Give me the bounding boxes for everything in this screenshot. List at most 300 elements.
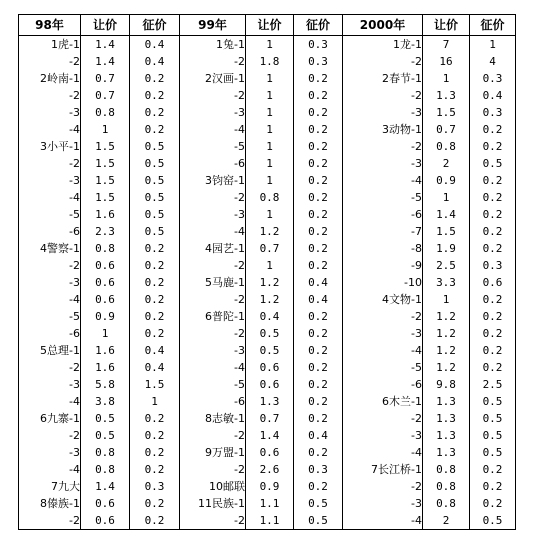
table-row: [19, 104, 516, 121]
col-header-zhengjia-2000: 征价: [470, 15, 516, 36]
cell-stamp-98: -3: [19, 172, 81, 189]
cell-rangjia-99: 1: [246, 70, 294, 87]
cell-rangjia-2000: 1: [423, 189, 470, 206]
cell-stamp-99: 3钧窑-1: [180, 172, 246, 189]
cell-stamp-98: 8傣族-1: [19, 495, 81, 512]
cell-stamp-98: -6: [19, 325, 81, 342]
cell-rangjia-98: 0.6: [81, 291, 130, 308]
cell-rangjia-98: 1: [81, 121, 130, 138]
cell-zhengjia-99: 0.2: [294, 87, 343, 104]
cell-rangjia-99: 0.6: [246, 376, 294, 393]
cell-rangjia-2000: 0.8: [423, 495, 470, 512]
cell-rangjia-99: 1: [246, 155, 294, 172]
cell-rangjia-99: 0.7: [246, 410, 294, 427]
cell-zhengjia-98: 0.2: [130, 427, 180, 444]
cell-rangjia-98: 1.6: [81, 359, 130, 376]
cell-stamp-99: 5马鹿-1: [180, 274, 246, 291]
cell-stamp-98: 2岭南-1: [19, 70, 81, 87]
cell-stamp-98: 7九大: [19, 478, 81, 495]
cell-rangjia-2000: 1.3: [423, 444, 470, 461]
cell-rangjia-98: 2.3: [81, 223, 130, 240]
col-header-year-2000: 2000年: [343, 15, 423, 36]
cell-rangjia-98: 0.8: [81, 104, 130, 121]
cell-zhengjia-98: 1: [130, 393, 180, 410]
cell-stamp-99: -2: [180, 257, 246, 274]
cell-stamp-99: 4园艺-1: [180, 240, 246, 257]
cell-stamp-98: -2: [19, 53, 81, 70]
cell-stamp-2000: -7: [343, 223, 423, 240]
cell-stamp-99: -5: [180, 138, 246, 155]
cell-rangjia-98: 0.7: [81, 87, 130, 104]
col-header-year-99: 99年: [180, 15, 246, 36]
col-header-rangjia-98: 让价: [81, 15, 130, 36]
cell-stamp-2000: -2: [343, 308, 423, 325]
cell-stamp-2000: 4文物-1: [343, 291, 423, 308]
cell-stamp-99: -2: [180, 87, 246, 104]
cell-rangjia-2000: 1.2: [423, 359, 470, 376]
cell-zhengjia-99: 0.5: [294, 512, 343, 530]
cell-zhengjia-98: 0.2: [130, 121, 180, 138]
cell-zhengjia-99: 0.2: [294, 257, 343, 274]
table-row: [19, 376, 516, 393]
cell-rangjia-99: 0.7: [246, 240, 294, 257]
cell-zhengjia-98: 0.2: [130, 291, 180, 308]
cell-zhengjia-2000: 0.2: [470, 478, 516, 495]
cell-stamp-2000: -2: [343, 478, 423, 495]
cell-rangjia-99: 0.6: [246, 359, 294, 376]
cell-rangjia-2000: 7: [423, 36, 470, 54]
cell-stamp-98: -4: [19, 291, 81, 308]
cell-stamp-98: -2: [19, 257, 81, 274]
table-row: [19, 495, 516, 512]
cell-stamp-2000: -4: [343, 512, 423, 530]
cell-stamp-2000: -2: [343, 410, 423, 427]
cell-stamp-99: 6普陀-1: [180, 308, 246, 325]
table-row: [19, 410, 516, 427]
cell-stamp-2000: 7长江桥-1: [343, 461, 423, 478]
col-header-rangjia-99: 让价: [246, 15, 294, 36]
cell-zhengjia-98: 0.5: [130, 206, 180, 223]
cell-stamp-2000: 3动物-1: [343, 121, 423, 138]
cell-rangjia-2000: 1.2: [423, 325, 470, 342]
cell-stamp-2000: -4: [343, 172, 423, 189]
cell-rangjia-98: 1.5: [81, 172, 130, 189]
cell-stamp-98: -3: [19, 444, 81, 461]
cell-zhengjia-99: 0.2: [294, 342, 343, 359]
cell-stamp-99: -6: [180, 393, 246, 410]
cell-zhengjia-99: 0.2: [294, 410, 343, 427]
cell-zhengjia-99: 0.2: [294, 376, 343, 393]
cell-rangjia-98: 0.5: [81, 427, 130, 444]
cell-stamp-2000: -2: [343, 138, 423, 155]
cell-rangjia-98: 5.8: [81, 376, 130, 393]
cell-zhengjia-98: 0.2: [130, 410, 180, 427]
cell-stamp-98: -3: [19, 376, 81, 393]
table-row: [19, 325, 516, 342]
table-row: [19, 240, 516, 257]
table-row: [19, 70, 516, 87]
cell-stamp-2000: 1龙-1: [343, 36, 423, 54]
table-row: [19, 189, 516, 206]
cell-zhengjia-99: 0.2: [294, 172, 343, 189]
cell-zhengjia-98: 0.2: [130, 461, 180, 478]
header-row: [19, 15, 516, 36]
table-row: [19, 155, 516, 172]
cell-zhengjia-99: 0.2: [294, 393, 343, 410]
cell-stamp-98: 3小平-1: [19, 138, 81, 155]
cell-stamp-2000: -9: [343, 257, 423, 274]
cell-zhengjia-98: 0.2: [130, 325, 180, 342]
cell-rangjia-99: 1: [246, 36, 294, 54]
cell-zhengjia-99: 0.5: [294, 495, 343, 512]
cell-rangjia-99: 1: [246, 104, 294, 121]
col-header-rangjia-2000: 让价: [423, 15, 470, 36]
cell-zhengjia-2000: 0.5: [470, 410, 516, 427]
cell-zhengjia-98: 0.5: [130, 172, 180, 189]
cell-zhengjia-2000: 0.6: [470, 274, 516, 291]
cell-zhengjia-98: 0.2: [130, 274, 180, 291]
cell-rangjia-99: 1: [246, 172, 294, 189]
cell-zhengjia-98: 0.2: [130, 257, 180, 274]
cell-rangjia-2000: 1: [423, 70, 470, 87]
cell-stamp-98: -3: [19, 104, 81, 121]
cell-zhengjia-2000: 1: [470, 36, 516, 54]
cell-rangjia-2000: 0.8: [423, 461, 470, 478]
cell-rangjia-98: 0.6: [81, 274, 130, 291]
cell-zhengjia-2000: 0.3: [470, 257, 516, 274]
cell-rangjia-2000: 1: [423, 291, 470, 308]
cell-zhengjia-99: 0.2: [294, 240, 343, 257]
cell-rangjia-99: 0.4: [246, 308, 294, 325]
cell-rangjia-2000: 1.3: [423, 410, 470, 427]
cell-zhengjia-98: 0.2: [130, 104, 180, 121]
cell-zhengjia-98: 1.5: [130, 376, 180, 393]
cell-rangjia-99: 1: [246, 138, 294, 155]
cell-zhengjia-98: 0.5: [130, 155, 180, 172]
cell-stamp-98: -5: [19, 206, 81, 223]
cell-zhengjia-2000: 0.2: [470, 308, 516, 325]
cell-zhengjia-99: 0.2: [294, 189, 343, 206]
cell-rangjia-99: 1.8: [246, 53, 294, 70]
cell-stamp-98: -2: [19, 87, 81, 104]
table-row: [19, 461, 516, 478]
cell-rangjia-99: 1.2: [246, 223, 294, 240]
cell-rangjia-98: 0.6: [81, 257, 130, 274]
cell-zhengjia-98: 0.3: [130, 478, 180, 495]
cell-rangjia-2000: 1.3: [423, 427, 470, 444]
cell-stamp-98: 4警察-1: [19, 240, 81, 257]
cell-stamp-2000: -6: [343, 206, 423, 223]
table-row: [19, 359, 516, 376]
table-row: [19, 478, 516, 495]
cell-stamp-98: -4: [19, 189, 81, 206]
cell-rangjia-2000: 0.9: [423, 172, 470, 189]
cell-stamp-99: -2: [180, 325, 246, 342]
cell-stamp-99: -3: [180, 206, 246, 223]
cell-rangjia-99: 1.2: [246, 291, 294, 308]
table-row: [19, 53, 516, 70]
cell-zhengjia-2000: 0.2: [470, 121, 516, 138]
col-header-year-98: 98年: [19, 15, 81, 36]
cell-rangjia-2000: 1.2: [423, 342, 470, 359]
cell-zhengjia-99: 0.2: [294, 104, 343, 121]
cell-rangjia-98: 0.7: [81, 70, 130, 87]
table-row: [19, 342, 516, 359]
cell-stamp-99: -5: [180, 376, 246, 393]
cell-rangjia-99: 0.5: [246, 342, 294, 359]
cell-stamp-98: -3: [19, 274, 81, 291]
cell-rangjia-2000: 1.2: [423, 308, 470, 325]
cell-stamp-2000: -3: [343, 427, 423, 444]
cell-rangjia-98: 1.6: [81, 206, 130, 223]
cell-zhengjia-2000: 0.2: [470, 325, 516, 342]
cell-rangjia-99: 1.2: [246, 274, 294, 291]
cell-stamp-99: -4: [180, 121, 246, 138]
cell-zhengjia-99: 0.3: [294, 461, 343, 478]
table-row: [19, 444, 516, 461]
cell-stamp-99: 9万盟-1: [180, 444, 246, 461]
cell-stamp-2000: -3: [343, 495, 423, 512]
cell-zhengjia-99: 0.2: [294, 325, 343, 342]
table-row: [19, 36, 516, 54]
cell-zhengjia-98: 0.5: [130, 189, 180, 206]
table-row: [19, 308, 516, 325]
cell-stamp-99: -2: [180, 53, 246, 70]
cell-zhengjia-98: 0.2: [130, 444, 180, 461]
cell-rangjia-2000: 16: [423, 53, 470, 70]
cell-rangjia-2000: 2.5: [423, 257, 470, 274]
cell-zhengjia-98: 0.4: [130, 53, 180, 70]
cell-zhengjia-2000: 0.2: [470, 189, 516, 206]
cell-stamp-98: -4: [19, 121, 81, 138]
cell-zhengjia-99: 0.2: [294, 206, 343, 223]
cell-zhengjia-98: 0.4: [130, 342, 180, 359]
cell-stamp-99: 2汉画-1: [180, 70, 246, 87]
table-row: [19, 138, 516, 155]
cell-stamp-98: -4: [19, 393, 81, 410]
cell-zhengjia-99: 0.3: [294, 36, 343, 54]
cell-zhengjia-2000: 0.2: [470, 359, 516, 376]
cell-rangjia-2000: 1.3: [423, 393, 470, 410]
cell-rangjia-98: 0.5: [81, 410, 130, 427]
table-row: [19, 291, 516, 308]
cell-rangjia-99: 0.5: [246, 325, 294, 342]
stamp-price-table: [18, 14, 516, 530]
cell-zhengjia-99: 0.2: [294, 308, 343, 325]
cell-zhengjia-99: 0.4: [294, 427, 343, 444]
cell-rangjia-98: 1.6: [81, 342, 130, 359]
cell-rangjia-99: 0.6: [246, 444, 294, 461]
cell-rangjia-2000: 1.5: [423, 104, 470, 121]
cell-rangjia-98: 0.6: [81, 512, 130, 530]
cell-stamp-98: -2: [19, 427, 81, 444]
cell-stamp-98: 6九寨-1: [19, 410, 81, 427]
cell-stamp-99: -2: [180, 512, 246, 530]
cell-zhengjia-98: 0.2: [130, 70, 180, 87]
cell-rangjia-2000: 0.7: [423, 121, 470, 138]
cell-zhengjia-99: 0.2: [294, 478, 343, 495]
cell-stamp-2000: -5: [343, 359, 423, 376]
cell-stamp-2000: -6: [343, 376, 423, 393]
col-header-zhengjia-99: 征价: [294, 15, 343, 36]
table-row: [19, 121, 516, 138]
table-row: [19, 512, 516, 530]
cell-zhengjia-2000: 4: [470, 53, 516, 70]
cell-zhengjia-2000: 0.2: [470, 172, 516, 189]
cell-stamp-2000: -2: [343, 87, 423, 104]
cell-stamp-98: -2: [19, 512, 81, 530]
cell-rangjia-99: 1.1: [246, 495, 294, 512]
table-row: [19, 274, 516, 291]
cell-rangjia-2000: 1.3: [423, 87, 470, 104]
cell-stamp-2000: -5: [343, 189, 423, 206]
cell-stamp-98: -2: [19, 359, 81, 376]
cell-rangjia-98: 1.4: [81, 36, 130, 54]
cell-stamp-2000: -4: [343, 342, 423, 359]
cell-stamp-2000: -3: [343, 104, 423, 121]
table-row: [19, 427, 516, 444]
cell-rangjia-2000: 1.9: [423, 240, 470, 257]
cell-rangjia-99: 1: [246, 121, 294, 138]
cell-rangjia-98: 0.8: [81, 240, 130, 257]
cell-zhengjia-99: 0.2: [294, 444, 343, 461]
cell-stamp-2000: 2春节-1: [343, 70, 423, 87]
cell-rangjia-2000: 9.8: [423, 376, 470, 393]
cell-stamp-99: 10邮联: [180, 478, 246, 495]
cell-zhengjia-2000: 0.2: [470, 291, 516, 308]
cell-rangjia-99: 0.9: [246, 478, 294, 495]
cell-zhengjia-98: 0.5: [130, 138, 180, 155]
cell-rangjia-99: 0.8: [246, 189, 294, 206]
cell-stamp-2000: -3: [343, 325, 423, 342]
cell-rangjia-98: 1.4: [81, 478, 130, 495]
cell-rangjia-98: 1.5: [81, 189, 130, 206]
cell-rangjia-99: 1.3: [246, 393, 294, 410]
cell-rangjia-2000: 2: [423, 155, 470, 172]
cell-stamp-99: -2: [180, 427, 246, 444]
cell-stamp-99: -2: [180, 189, 246, 206]
cell-zhengjia-2000: 0.4: [470, 87, 516, 104]
cell-zhengjia-98: 0.2: [130, 240, 180, 257]
cell-zhengjia-99: 0.4: [294, 291, 343, 308]
cell-stamp-98: -6: [19, 223, 81, 240]
cell-rangjia-98: 0.8: [81, 461, 130, 478]
table-body: [19, 36, 516, 530]
cell-stamp-99: 11民族-1: [180, 495, 246, 512]
cell-zhengjia-2000: 0.5: [470, 155, 516, 172]
cell-rangjia-98: 0.6: [81, 495, 130, 512]
cell-stamp-98: 1虎-1: [19, 36, 81, 54]
cell-rangjia-99: 1: [246, 206, 294, 223]
table-row: [19, 223, 516, 240]
cell-zhengjia-2000: 0.2: [470, 461, 516, 478]
cell-rangjia-98: 0.8: [81, 444, 130, 461]
cell-stamp-2000: -10: [343, 274, 423, 291]
cell-rangjia-98: 1.5: [81, 155, 130, 172]
cell-zhengjia-99: 0.2: [294, 138, 343, 155]
table-row: [19, 393, 516, 410]
cell-zhengjia-2000: 0.5: [470, 444, 516, 461]
cell-zhengjia-99: 0.2: [294, 155, 343, 172]
cell-stamp-99: -2: [180, 291, 246, 308]
cell-stamp-2000: 6木兰-1: [343, 393, 423, 410]
cell-rangjia-98: 3.8: [81, 393, 130, 410]
cell-rangjia-99: 1.1: [246, 512, 294, 530]
cell-zhengjia-2000: 0.2: [470, 206, 516, 223]
cell-zhengjia-98: 0.2: [130, 512, 180, 530]
cell-zhengjia-98: 0.4: [130, 36, 180, 54]
cell-zhengjia-2000: 0.2: [470, 223, 516, 240]
cell-stamp-99: 8志敏-1: [180, 410, 246, 427]
cell-zhengjia-99: 0.2: [294, 359, 343, 376]
cell-stamp-99: -4: [180, 359, 246, 376]
cell-stamp-2000: -3: [343, 155, 423, 172]
cell-zhengjia-2000: 0.3: [470, 70, 516, 87]
col-header-zhengjia-98: 征价: [130, 15, 180, 36]
cell-stamp-2000: -4: [343, 444, 423, 461]
table-row: [19, 172, 516, 189]
cell-zhengjia-98: 0.5: [130, 223, 180, 240]
cell-rangjia-2000: 1.4: [423, 206, 470, 223]
cell-rangjia-99: 1: [246, 257, 294, 274]
cell-stamp-98: -4: [19, 461, 81, 478]
cell-stamp-98: -5: [19, 308, 81, 325]
cell-zhengjia-99: 0.4: [294, 274, 343, 291]
table-row: [19, 206, 516, 223]
cell-zhengjia-99: 0.2: [294, 121, 343, 138]
cell-zhengjia-98: 0.2: [130, 308, 180, 325]
cell-stamp-99: -6: [180, 155, 246, 172]
cell-rangjia-2000: 1.5: [423, 223, 470, 240]
cell-stamp-99: -3: [180, 342, 246, 359]
cell-stamp-99: 1兔-1: [180, 36, 246, 54]
cell-stamp-98: -2: [19, 155, 81, 172]
cell-zhengjia-2000: 0.5: [470, 427, 516, 444]
cell-rangjia-99: 1.4: [246, 427, 294, 444]
cell-zhengjia-2000: 0.2: [470, 138, 516, 155]
cell-zhengjia-2000: 0.5: [470, 512, 516, 530]
cell-zhengjia-2000: 0.5: [470, 393, 516, 410]
cell-rangjia-2000: 0.8: [423, 138, 470, 155]
cell-rangjia-98: 1.5: [81, 138, 130, 155]
cell-rangjia-98: 0.9: [81, 308, 130, 325]
cell-rangjia-2000: 3.3: [423, 274, 470, 291]
table-row: [19, 87, 516, 104]
cell-zhengjia-98: 0.2: [130, 87, 180, 104]
cell-rangjia-99: 2.6: [246, 461, 294, 478]
cell-stamp-2000: -8: [343, 240, 423, 257]
cell-stamp-2000: -2: [343, 53, 423, 70]
cell-stamp-98: 5总理-1: [19, 342, 81, 359]
cell-zhengjia-2000: 0.2: [470, 495, 516, 512]
cell-zhengjia-98: 0.4: [130, 359, 180, 376]
cell-rangjia-2000: 0.8: [423, 478, 470, 495]
cell-rangjia-99: 1: [246, 87, 294, 104]
cell-zhengjia-2000: 0.2: [470, 342, 516, 359]
cell-zhengjia-98: 0.2: [130, 495, 180, 512]
cell-zhengjia-99: 0.3: [294, 53, 343, 70]
cell-zhengjia-2000: 2.5: [470, 376, 516, 393]
cell-stamp-99: -2: [180, 461, 246, 478]
cell-rangjia-2000: 2: [423, 512, 470, 530]
cell-rangjia-98: 1: [81, 325, 130, 342]
cell-stamp-99: -4: [180, 223, 246, 240]
cell-zhengjia-2000: 0.2: [470, 240, 516, 257]
cell-zhengjia-2000: 0.3: [470, 104, 516, 121]
table-row: [19, 257, 516, 274]
cell-rangjia-98: 1.4: [81, 53, 130, 70]
cell-stamp-99: -3: [180, 104, 246, 121]
